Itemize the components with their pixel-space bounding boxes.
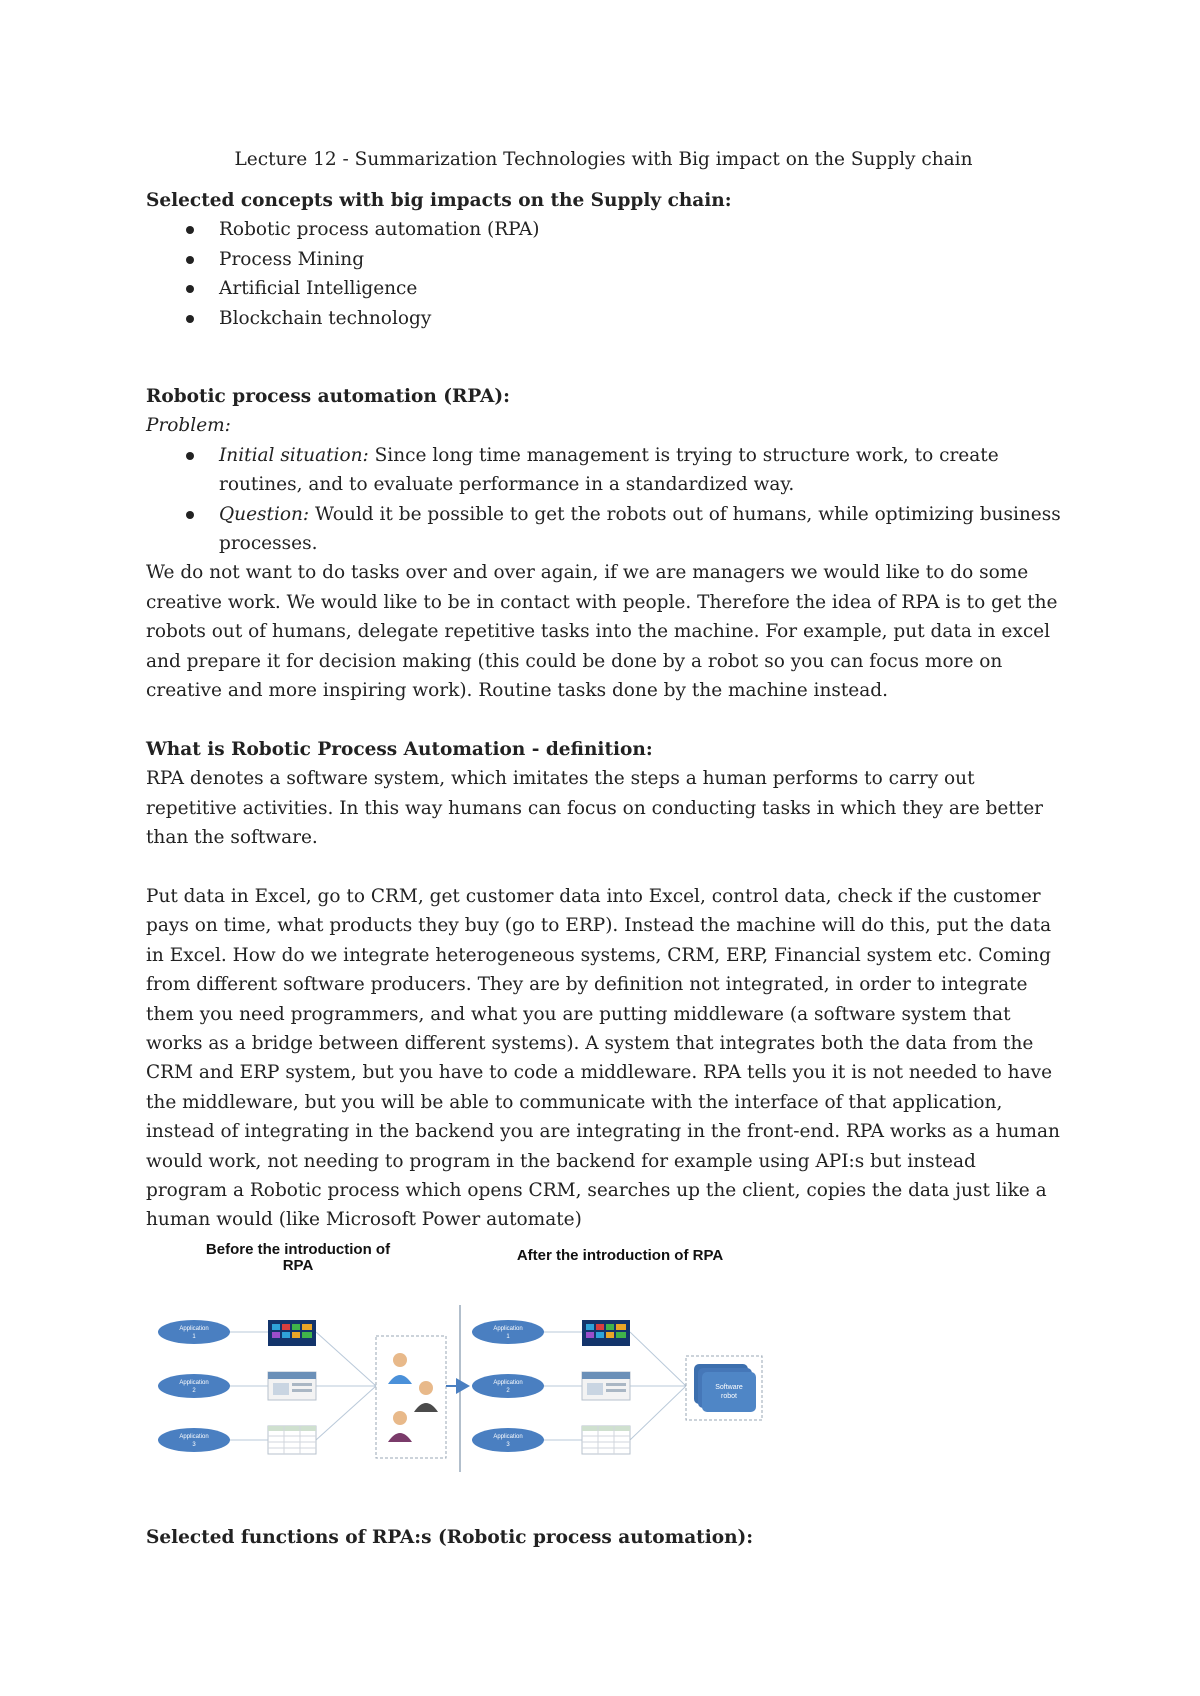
after-title: After the introduction of RPA xyxy=(516,1247,724,1264)
problem-label: Problem: xyxy=(146,415,231,437)
app-label: Application xyxy=(179,1326,209,1332)
bullet-icon xyxy=(186,315,194,323)
definition-section xyxy=(146,735,1061,1235)
rpa-section xyxy=(146,382,1061,705)
bullet-icon xyxy=(186,226,194,234)
concepts-list xyxy=(146,215,1061,333)
app-number: 1 xyxy=(506,1334,510,1340)
app-number: 2 xyxy=(506,1388,510,1394)
bullet-label: Initial situation: xyxy=(219,444,369,466)
document-page xyxy=(146,0,1061,1696)
before-screen-tiles-icon xyxy=(268,1320,316,1346)
bullet-label: Question: xyxy=(219,503,310,525)
app-label: Application xyxy=(493,1434,523,1440)
bullet-icon xyxy=(186,511,194,519)
app-label: Application xyxy=(179,1434,209,1440)
person-icon xyxy=(414,1381,438,1412)
after-screen-tiles-icon xyxy=(582,1320,630,1346)
after-app-2 xyxy=(472,1374,544,1398)
rpa-paragraph: We do not want to do tasks over and over again, if we are managers we would like to do some creative work. We would like to be in contact with people. Therefore the idea of RPA is to get the robots out of humans, delegate repetitive tasks into the machine. For example, put data in excel and prepare it for decision making (this could be done by a robot so you can focus more on creative and more inspiring work). Routine tasks done by the machine instead. xyxy=(146,562,1058,702)
functions-heading: Selected functions of RPA:s (Robotic process automation): xyxy=(146,1527,754,1548)
app-label: Application xyxy=(493,1380,523,1386)
page-title: Lecture 12 - Summarization Technologies with Big impact on the Supply chain xyxy=(234,149,973,170)
list-item xyxy=(146,274,1061,303)
robot-label-2: robot xyxy=(721,1393,737,1400)
app-number: 3 xyxy=(506,1442,510,1448)
before-app-3 xyxy=(158,1428,230,1452)
list-item xyxy=(146,304,1061,333)
list-item xyxy=(146,441,1061,500)
definition-paragraph: Put data in Excel, go to CRM, get customer data into Excel, control data, check if the customer pays on time, what products they buy (go to ERP). Instead the machine will do this, put the data in Excel. How do we integrate heterogeneous systems, CRM, ERP, Financial system etc. Coming from different software producers. They are by definition not integrated, in order to integrate them you need programmers, and what you are putting middleware (a software system that works as a bridge between different systems). A system that integrates both the data from the CRM and ERP system, but you have to code a middleware. RPA tells you it is not needed to have the middleware, but you will be able to communicate with the interface of that application, instead of integrating in the backend you are integrating in the front-end. RPA works as a human would work, not needing to program in the backend for example using API:s but instead program a Robotic process which opens CRM, searches up the client, copies the data just like a human would (like Microsoft Power automate) xyxy=(146,886,1060,1231)
concepts-section xyxy=(146,186,1061,333)
list-item-text: Blockchain technology xyxy=(219,307,432,329)
bullet-text: Since long time management is trying to structure work, to create routines, and to evaluate performance in a standardized way. xyxy=(219,444,999,496)
list-item xyxy=(146,245,1061,274)
humans-box xyxy=(376,1336,446,1458)
bullet-icon xyxy=(186,256,194,264)
before-title-line2: RPA xyxy=(282,1257,314,1274)
person-icon xyxy=(388,1353,412,1384)
app-number: 2 xyxy=(192,1388,196,1394)
bullet-text: Would it be possible to get the robots out of humans, while optimizing business processes. xyxy=(219,503,1061,555)
app-label: Application xyxy=(493,1326,523,1332)
list-item-text: Process Mining xyxy=(219,248,365,270)
list-item-text: Robotic process automation (RPA) xyxy=(219,219,540,241)
before-title-line1: Before the introduction of xyxy=(205,1241,391,1258)
rpa-heading: Robotic process automation (RPA): xyxy=(146,386,510,407)
problem-list xyxy=(146,441,1061,559)
after-screen-sheet-icon xyxy=(582,1426,630,1454)
definition-text: RPA denotes a software system, which imitates the steps a human performs to carry out repetitive activities. In this way humans can focus on conducting tasks in which they are better than the software. xyxy=(146,768,1043,849)
app-number: 3 xyxy=(192,1442,196,1448)
rpa-diagram xyxy=(150,1240,770,1480)
before-screen-web-icon xyxy=(268,1372,316,1400)
after-app-3 xyxy=(472,1428,544,1452)
rpa-comparison-figure xyxy=(150,1240,770,1480)
list-item xyxy=(146,215,1061,244)
definition-heading: What is Robotic Process Automation - definition: xyxy=(146,739,653,760)
bullet-icon xyxy=(186,285,194,293)
after-screen-web-icon xyxy=(582,1372,630,1400)
app-number: 1 xyxy=(192,1334,196,1340)
list-item xyxy=(146,500,1061,559)
after-app-1 xyxy=(472,1320,544,1344)
software-robot-icon xyxy=(702,1372,756,1412)
before-app-2 xyxy=(158,1374,230,1398)
concepts-heading: Selected concepts with big impacts on the Supply chain: xyxy=(146,190,732,211)
person-icon xyxy=(388,1411,412,1442)
functions-section xyxy=(146,1523,1061,1552)
bullet-icon xyxy=(186,452,194,460)
robot-label: Software xyxy=(715,1384,743,1391)
before-app-1 xyxy=(158,1320,230,1344)
list-item-text: Artificial Intelligence xyxy=(219,278,418,300)
app-label: Application xyxy=(179,1380,209,1386)
arrow-right-icon xyxy=(456,1378,470,1394)
before-screen-sheet-icon xyxy=(268,1426,316,1454)
